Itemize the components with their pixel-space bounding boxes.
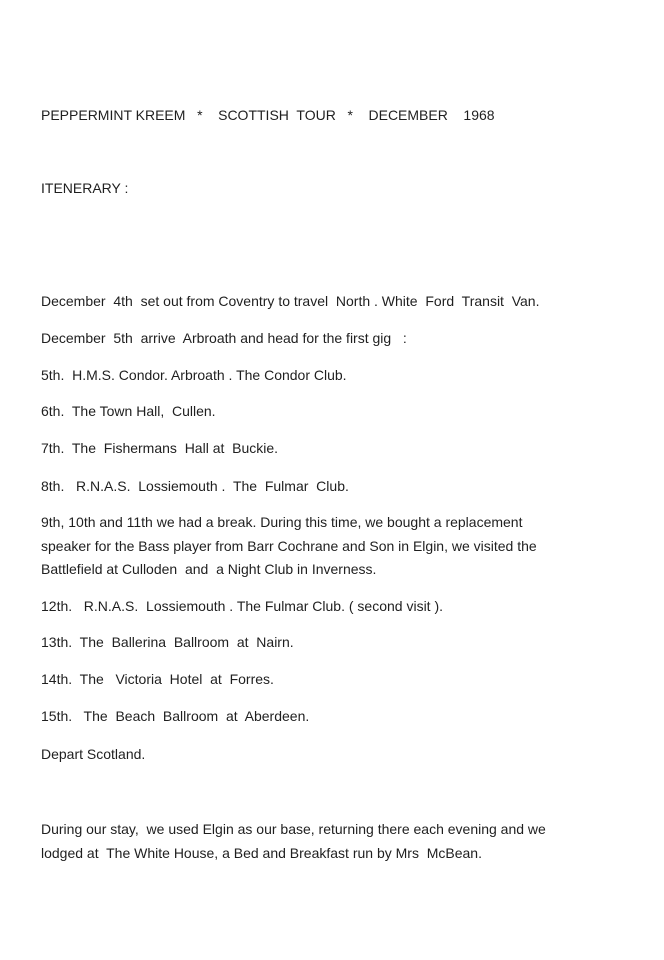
itinerary-entry: 14th. The Victoria Hotel at Forres.	[41, 671, 274, 687]
itinerary-entry: 6th. The Town Hall, Cullen.	[41, 403, 216, 419]
itinerary-heading: ITENERARY :	[41, 180, 129, 196]
page-title: PEPPERMINT KREEM * SCOTTISH TOUR * DECEMBER 1968	[41, 107, 495, 123]
itinerary-entry: 15th. The Beach Ballroom at Aberdeen.	[41, 708, 310, 724]
paragraph-line: Battlefield at Culloden and a Night Club in Inverness.	[41, 561, 377, 577]
paragraph-line: During our stay, we used Elgin as our base, returning there each evening and we	[41, 821, 546, 837]
itinerary-entry: December 4th set out from Coventry to travel North . White Ford Transit Van.	[41, 293, 540, 309]
itinerary-entry: 5th. H.M.S. Condor. Arbroath . The Condor Club.	[41, 367, 347, 383]
paragraph-line: speaker for the Bass player from Barr Cochrane and Son in Elgin, we visited the	[41, 537, 537, 554]
paragraph-line: lodged at The White House, a Bed and Breakfast run by Mrs McBean.	[41, 844, 482, 861]
itinerary-entry: Depart Scotland.	[41, 746, 146, 762]
paragraph-line: 9th, 10th and 11th we had a break. During this time, we bought a replacement	[41, 514, 523, 530]
itinerary-entry: 7th. The Fishermans Hall at Buckie.	[41, 440, 279, 456]
itinerary-entry: December 5th arrive Arbroath and head for the first gig :	[41, 330, 407, 346]
itinerary-entry: 8th. R.N.A.S. Lossiemouth . The Fulmar Club.	[41, 478, 349, 494]
closing-paragraph	[41, 818, 621, 865]
itinerary-entry: 13th. The Ballerina Ballroom at Nairn.	[41, 634, 294, 650]
itinerary-entry: 12th. R.N.A.S. Lossiemouth . The Fulmar Club. ( second visit ).	[41, 598, 444, 614]
break-paragraph	[41, 511, 621, 582]
